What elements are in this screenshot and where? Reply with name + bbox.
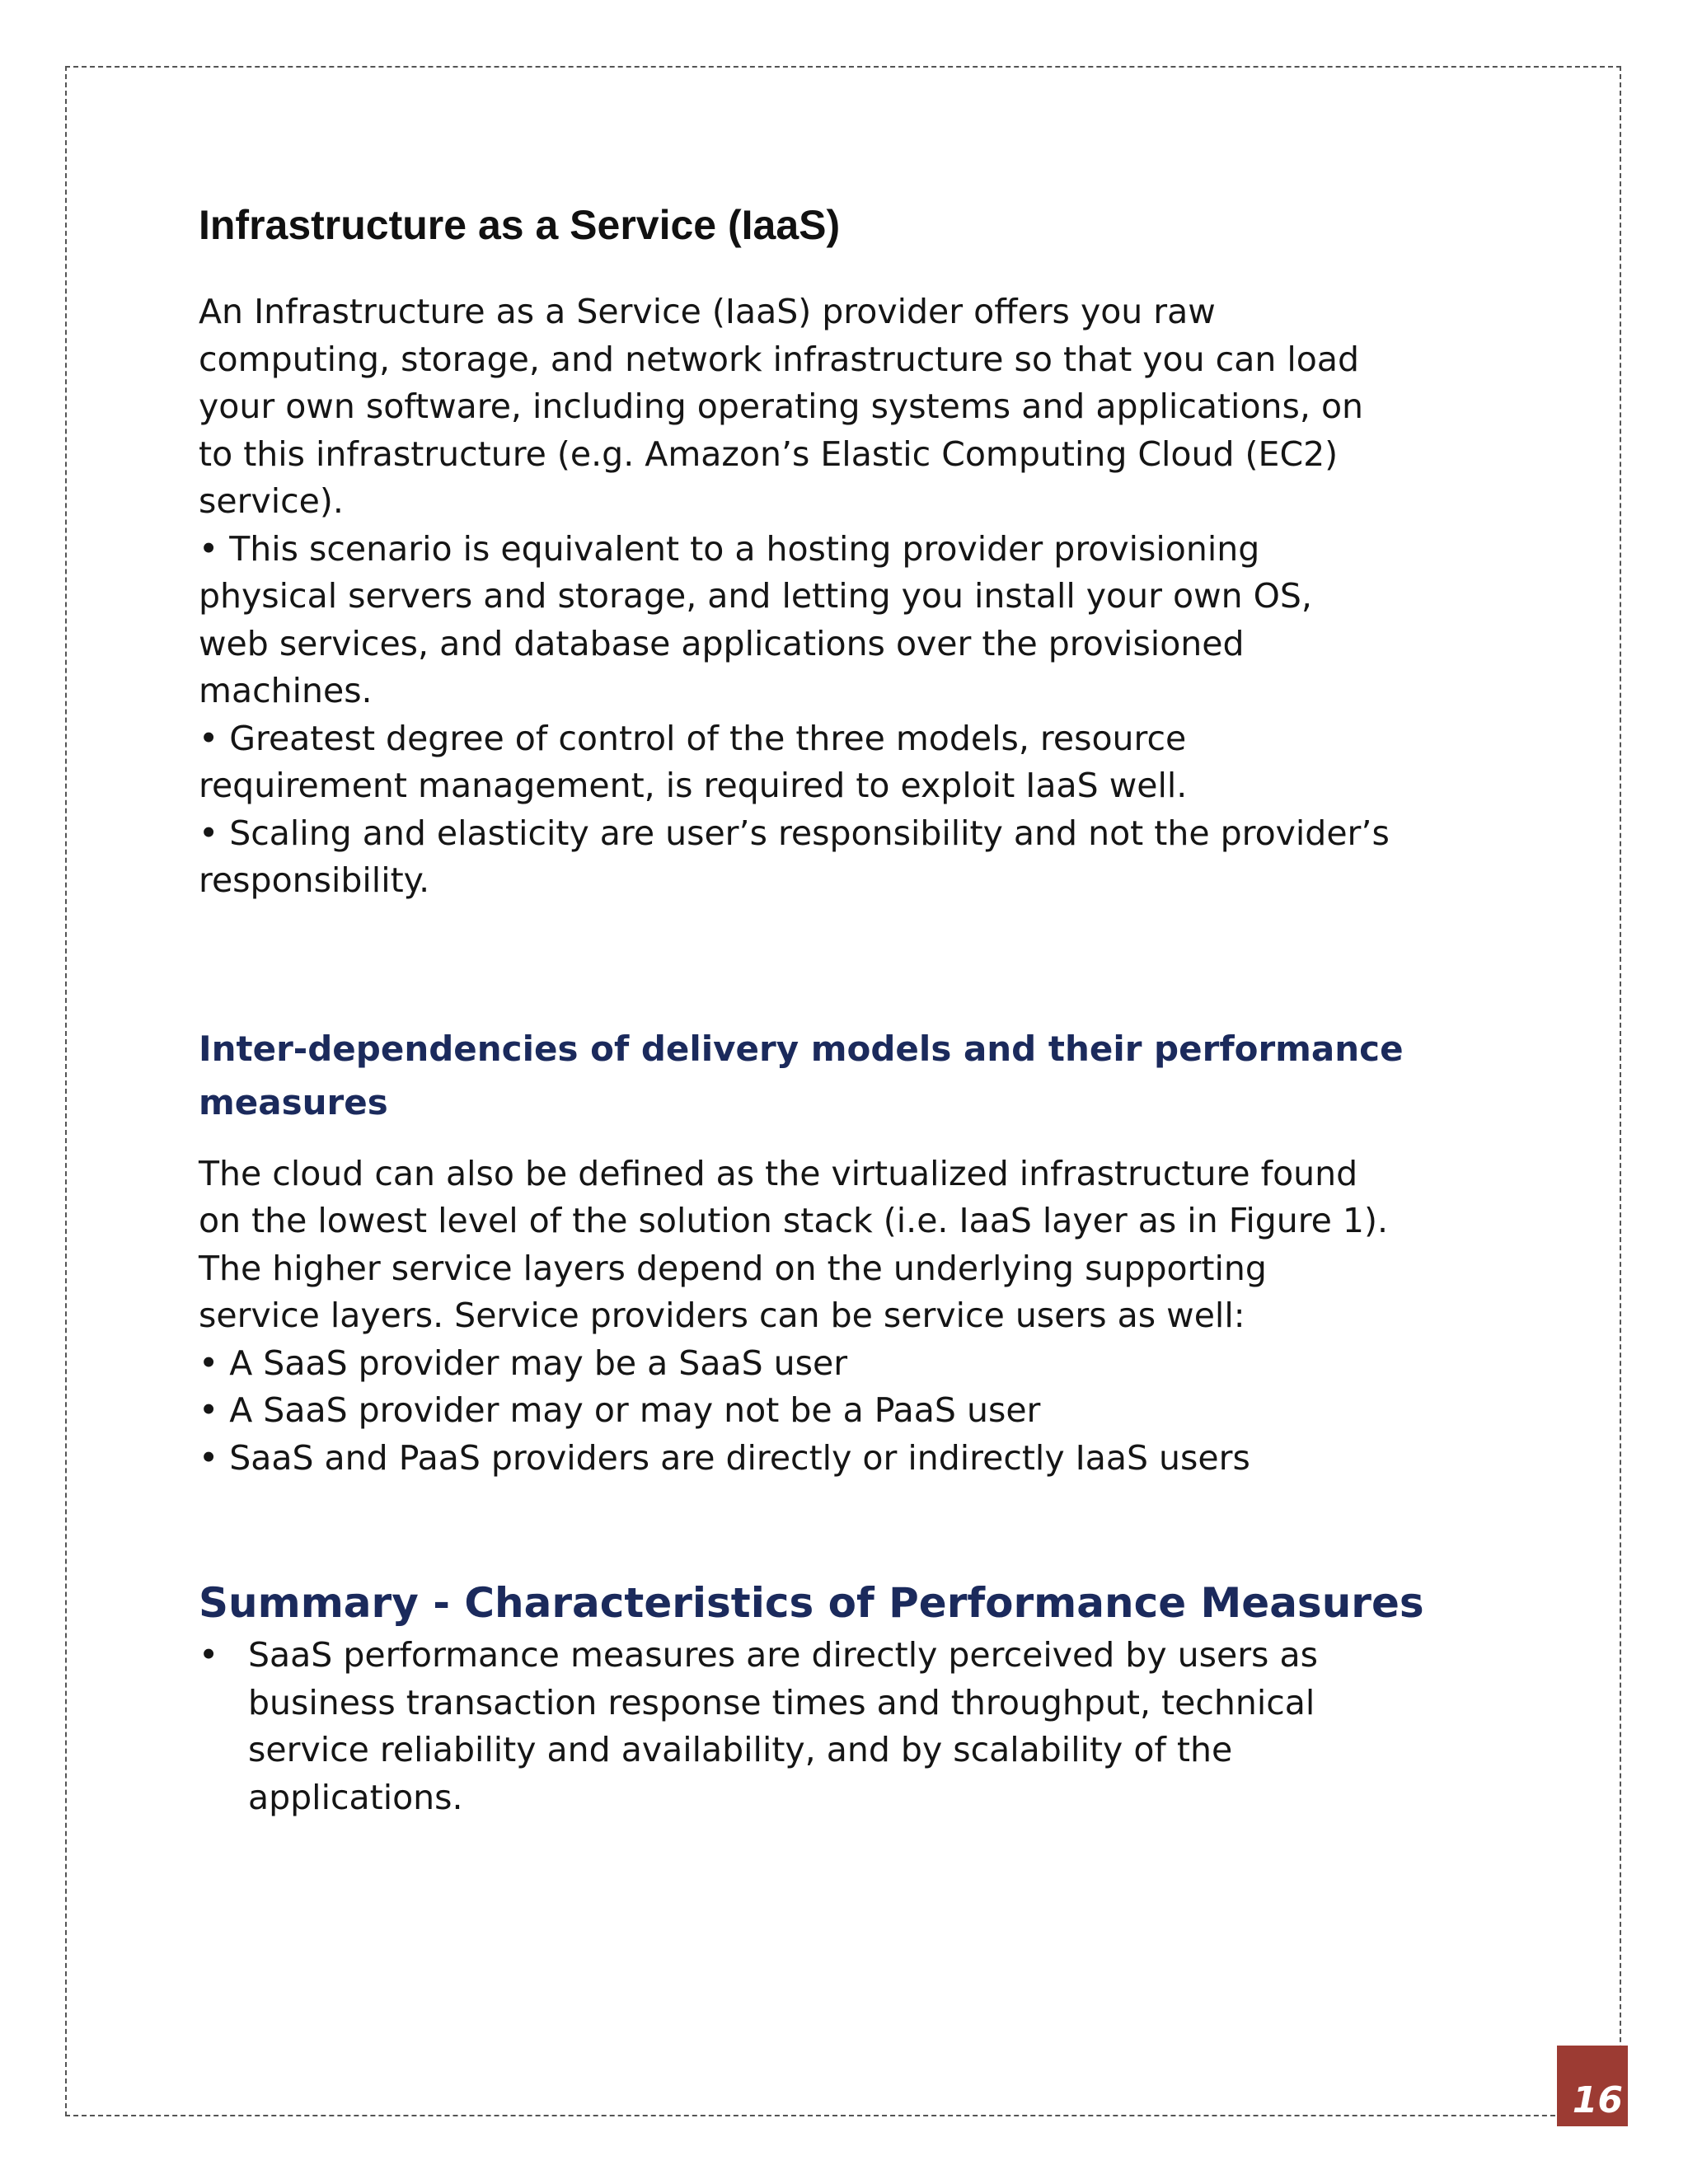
iaas-bullet-line: • Scaling and elasticity are user’s responsibility and not the provider’s [199, 813, 1390, 853]
summary-line: applications. [248, 1777, 463, 1817]
iaas-line: to this infrastructure (e.g. Amazon’s Elastic Computing Cloud (EC2) [199, 434, 1339, 474]
interdependencies-line: The cloud can also be defined as the virtualized infrastructure found [199, 1153, 1358, 1193]
iaas-line: service). [199, 481, 344, 521]
interdependencies-bullet-line: • SaaS and PaaS providers are directly or indirectly IaaS users [199, 1437, 1250, 1478]
summary-line: service reliability and availability, and by scalability of the [248, 1730, 1233, 1769]
page-number-badge [1557, 2046, 1628, 2126]
bullet-dot: • [199, 1635, 219, 1675]
interdependencies-line: The higher service layers depend on the underlying supporting [199, 1248, 1267, 1288]
interdependencies-bullet-line: • A SaaS provider may be a SaaS user [199, 1343, 848, 1383]
summary-line: business transaction response times and throughput, technical [248, 1682, 1315, 1722]
iaas-bullet-line: • This scenario is equivalent to a hosting provider provisioning [199, 528, 1260, 569]
iaas-bullet-line: • Greatest degree of control of the three models, resource [199, 718, 1187, 758]
interdependencies-body [199, 1151, 1517, 1483]
interdependencies-heading-line: Inter-dependencies of delivery models and their performance [199, 1028, 1404, 1069]
interdependencies-bullet-line: • A SaaS provider may or may not be a PaaS user [199, 1390, 1041, 1430]
summary-bullet-text [248, 1632, 1318, 1821]
iaas-body [199, 288, 1517, 905]
iaas-line: your own software, including operating systems and applications, on [199, 387, 1364, 426]
page-content [199, 196, 1517, 1821]
interdependencies-line: service layers. Service providers can be service users as well: [199, 1296, 1245, 1335]
iaas-heading: Infrastructure as a Service (IaaS) [199, 202, 841, 248]
interdependencies-heading [199, 1022, 1517, 1129]
summary-heading: Summary - Characteristics of Performance Measures [199, 1579, 1424, 1627]
iaas-line: machines. [199, 671, 373, 710]
summary-bullet-item [199, 1632, 1517, 1821]
iaas-line: responsibility. [199, 860, 430, 900]
iaas-line: web services, and database applications over the provisioned [199, 623, 1245, 663]
interdependencies-line: on the lowest level of the solution stack (i.e. IaaS layer as in Figure 1). [199, 1201, 1389, 1240]
iaas-line: An Infrastructure as a Service (IaaS) provider offers you raw [199, 292, 1216, 331]
iaas-line: requirement management, is required to exploit IaaS well. [199, 766, 1188, 805]
page-number: 16 [1572, 2079, 1623, 2121]
summary-line: SaaS performance measures are directly perceived by users as [248, 1635, 1318, 1675]
iaas-line: computing, storage, and network infrastructure so that you can load [199, 339, 1359, 379]
iaas-line: physical servers and storage, and letting you install your own OS, [199, 576, 1312, 616]
interdependencies-heading-line: measures [199, 1081, 388, 1122]
